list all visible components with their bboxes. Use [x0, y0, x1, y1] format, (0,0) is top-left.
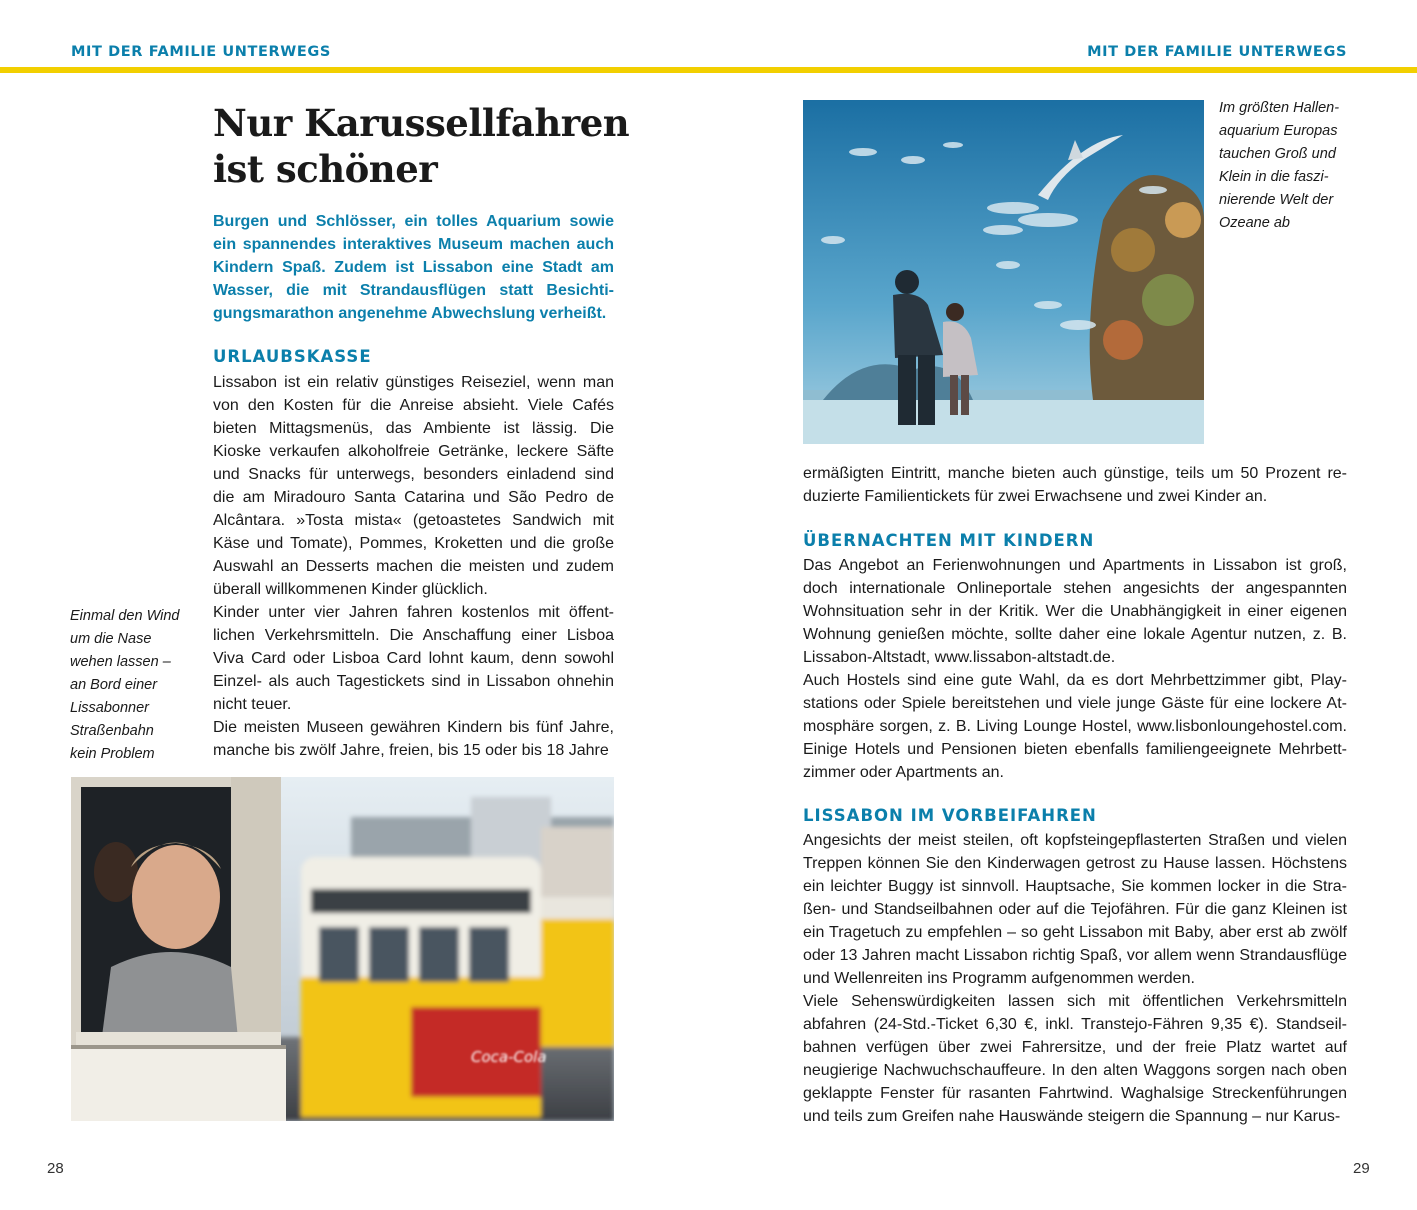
body-paragraph: Lissabon ist ein relativ günstiges Reiseziel, wenn man von den Kosten für die Anreise absieht. Viele Cafés bieten Mittagsmenüs, das Ambiente ist lässig. Die Kioske verkaufen alkoholfreie Getränke, leckere Säfte und Snacks für unterwegs, besonders einladend sind die am Miradouro Santa Catarina und São Pedro de Alcântara. »Tosta mista« (getoastetes Sandwich mit Käse und Tomate), Pommes, Kroketten und die große Auswahl an Desserts machen die meisten und zudem überall willkommenen Kinder glücklich. [213, 374, 614, 598]
page-title-line-1: Nur Karussellfahren [213, 101, 630, 145]
body-paragraph: Die meisten Museen gewähren Kindern bis fünf Jahre, manche bis zwölf Jahre, freien, bis 15 oder bis 18 Jahre [213, 719, 614, 759]
running-header-left: MIT DER FAMILIE UNTERWEGS [71, 44, 331, 60]
body-paragraph: Auch Hostels sind eine gute Wahl, da es dort Mehrbettzimmer gibt, Playstations oder Spiele bereitstehen und viele junge Gäste für eine lockere Atmosphäre sorgen, z. B. Living Lounge Hostel, www.lisbonloungehostel.com. Einige Hotels und Pensionen bieten ebenfalls familiengeeignete Mehrbettzimmer oder Apartments an. [803, 672, 1347, 781]
aquarium-photo [803, 100, 1204, 444]
tram-ad-text: Coca-Cola [471, 1048, 547, 1066]
caption-line: Straßenbahn [70, 723, 154, 739]
vorbeifahren-text [803, 829, 1347, 1128]
caption-line: wehen lassen – [70, 654, 171, 670]
caption-line: um die Nase [70, 631, 152, 647]
caption-line: kein Problem [70, 746, 155, 762]
running-header-right: MIT DER FAMILIE UNTERWEGS [1087, 44, 1347, 60]
caption-line: Lissabonner [70, 700, 149, 716]
caption-line: nierende Welt der [1219, 192, 1334, 208]
page-title [213, 100, 629, 192]
caption-line: Einmal den Wind [70, 608, 180, 624]
caption-line: Ozeane ab [1219, 215, 1290, 231]
body-paragraph: Kinder unter vier Jahren fahren kostenlos mit öffentlichen Verkehrsmitteln. Die Anschaffung einer Lisboa Viva Card oder Lisboa Card lohnt kaum, denn sowohl Einzel- als auch Tagestickets sind in Lissabon ohnehin nicht teuer. [213, 604, 614, 713]
heading-vorbeifahren: LISSABON IM VORBEIFAHREN [803, 806, 1097, 825]
uebernachten-text [803, 554, 1347, 784]
page-title-line-2: ist schöner [213, 147, 438, 191]
urlaubskasse-text [213, 371, 614, 762]
caption-aquarium [1219, 97, 1339, 235]
caption-line: an Bord einer [70, 677, 158, 693]
caption-line: Klein in die faszi- [1219, 169, 1329, 185]
header-rule [0, 67, 1417, 73]
caption-tram [70, 605, 179, 766]
heading-uebernachten: ÜBERNACHTEN MIT KINDERN [803, 531, 1095, 550]
tram-photo [71, 777, 614, 1121]
caption-line: tauchen Groß und [1219, 146, 1336, 162]
body-paragraph: ermäßigten Eintritt, manche bieten auch günstige, teils um 50 Prozent reduzierte Familientickets für zwei Erwachsene und zwei Kinder an. [803, 465, 1347, 505]
body-paragraph: Viele Sehenswürdigkeiten lassen sich mit öffentlichen Verkehrsmitteln abfahren (24-Std.-Ticket 6,30 €, inkl. Transtejo-Fähren 9,35 €). Standseilbahnen verfügen über zwei Fahrersitze, und der freie Platz wartet auf neugierige Nachwuchschauffeure. In den alten Waggons sorgen nach oben geklappte Fenster für rasanten Fahrtwind. Waghalsige Streckenführungen und teils zum Greifen nahe Hauswände steigern die Spannung – nur Karus- [803, 993, 1347, 1125]
heading-urlaubskasse: URLAUBSKASSE [213, 347, 372, 366]
page-number-left: 28 [47, 1160, 64, 1177]
page-number-right: 29 [1353, 1160, 1370, 1177]
continuation-text [803, 462, 1347, 508]
body-paragraph: Das Angebot an Ferienwohnungen und Apartments in Lissabon ist groß, doch internationale Onlineportale stehen angesichts der angespannten Wohnsituation sehr in der Kritik. Wer die Unabhängigkeit in einer eigenen Wohnung genießen möchte, sollte daher eine lokale Agentur nutzen, z. B. Lissabon-Altstadt, www.lissabon-altstadt.de. [803, 557, 1347, 666]
caption-line: Im größten Hallen- [1219, 100, 1340, 116]
body-paragraph: Angesichts der meist steilen, oft kopfsteingepflasterten Straßen und vielen Treppen können Sie den Kinderwagen getrost zu Hause lassen. Höchstens ein leichter Buggy ist sinnvoll. Hauptsache, Sie kommen locker in die Straßen- und Standseilbahnen oder auf die Tejofähren. Für die ganz Kleinen ist ein Tragetuch zu empfehlen – so geht Lissabon mit Baby, aber erst ab zwölf oder 13 Jahren macht Lissabon richtig Spaß, vor allem wenn Strandausflüge und Wellenreiten ins Programm aufgenommen werden. [803, 832, 1347, 987]
caption-line: aquarium Europas [1219, 123, 1338, 139]
lead-paragraph: Burgen und Schlösser, ein tolles Aquarium sowie ein spannendes interaktives Museum machen auch Kindern Spaß. Zudem ist Lissabon eine Stadt am Wasser, die mit Strandausflügen statt Besichtigungsmarathon angenehme Abwechslung verheißt. [213, 213, 614, 322]
